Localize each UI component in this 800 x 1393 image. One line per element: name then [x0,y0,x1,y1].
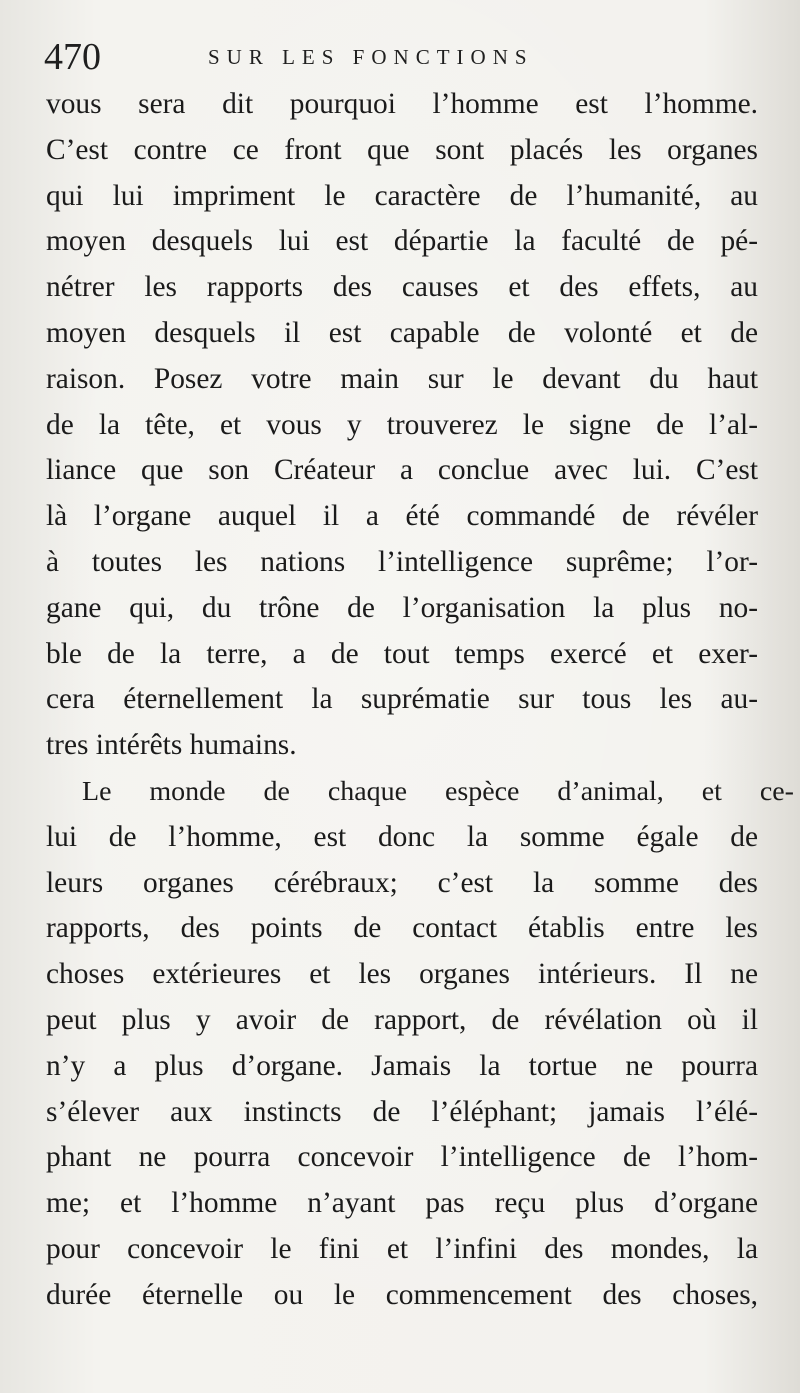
text-line: Le monde de chaque espèce d’animal, et ce- [82,775,794,807]
body-text [46,82,794,1319]
paragraph [46,82,758,769]
text-line: tres intérêts humains. [46,729,297,762]
text-line: là l’organe auquel il a été commandé de révéler [46,500,758,533]
text-line: phant ne pourra concevoir l’intelligence de l’hom- [46,1141,758,1174]
text-line: peut plus y avoir de rapport, de révélation où il [46,1003,758,1036]
text-line: à toutes les nations l’intelligence suprême; l’or- [46,545,758,578]
page-header [44,32,764,82]
text-line: vous sera dit pourquoi l’homme est l’homme. [46,88,758,120]
text-line: cera éternellement la suprématie sur tous les au- [46,683,758,716]
page-number: 470 [44,36,101,78]
text-line: C’est contre ce front que sont placés les organes [46,133,758,166]
running-head: SUR LES FONCTIONS [208,45,534,69]
text-line: moyen desquels lui est départie la faculté de pé- [46,225,758,258]
text-line: gane qui, du trône de l’organisation la plus no- [46,591,758,624]
text-line: s’élever aux instincts de l’éléphant; jamais l’élé- [46,1095,758,1128]
paragraph [46,769,794,1319]
text-line: leurs organes cérébraux; c’est la somme des [46,866,758,899]
text-line: n’y a plus d’organe. Jamais la tortue ne pourra [46,1049,758,1082]
text-line: me; et l’homme n’ayant pas reçu plus d’organe [46,1187,758,1220]
text-line: moyen desquels il est capable de volonté et de [46,316,758,349]
text-line: ble de la terre, a de tout temps exercé et exer- [46,637,758,670]
text-line: durée éternelle ou le commencement des choses, [46,1278,758,1311]
text-line: lui de l’homme, est donc la somme égale de [46,820,758,853]
text-line: choses extérieures et les organes intérieurs. Il ne [46,958,758,991]
text-line: de la tête, et vous y trouverez le signe de l’al- [46,408,758,441]
text-line: rapports, des points de contact établis entre les [46,912,758,945]
text-line: liance que son Créateur a conclue avec lui. C’est [46,454,758,487]
text-line: nétrer les rapports des causes et des effets, au [46,271,758,304]
text-line: qui lui impriment le caractère de l’humanité, au [46,179,758,212]
text-line: raison. Posez votre main sur le devant du haut [46,362,758,395]
text-line: pour concevoir le fini et l’infini des mondes, la [46,1232,758,1265]
